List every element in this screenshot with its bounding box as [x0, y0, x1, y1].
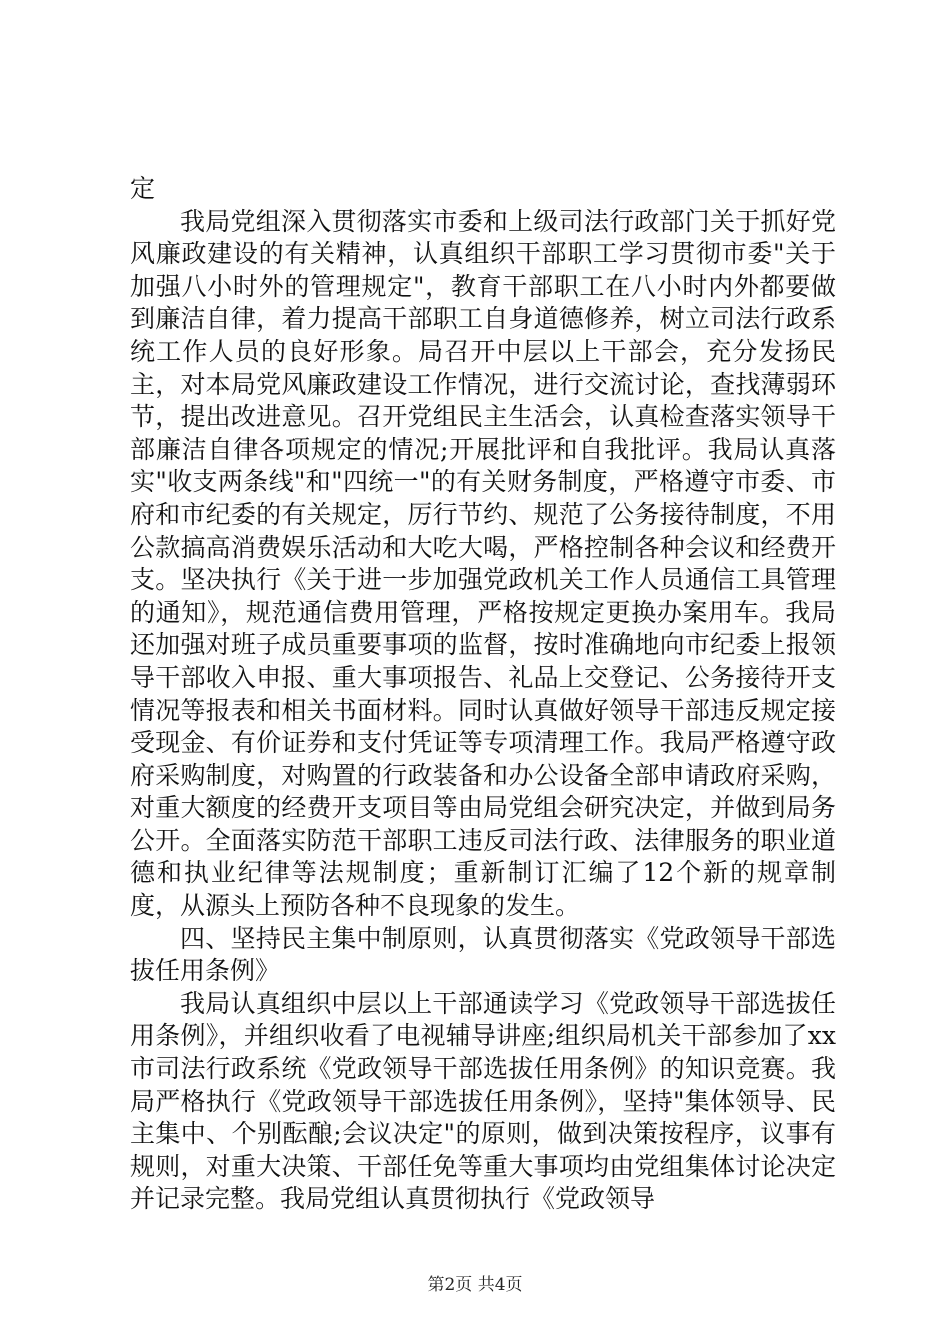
page-number-footer: 第2页 共4页 [427, 1275, 523, 1295]
document-body [130, 173, 836, 1216]
paragraph-cadre-selection: 我局认真组织中层以上干部通读学习《党政领导干部选拔任用条例》，并组织收看了电视辅导讲座;组织局机关干部参加了xx市司法行政系统《党政领导干部选拔任用条例》的知识竞赛。我局严格执行《党政领导干部选拔任用条例》，坚持"集体领导、民主集中、个别酝酿;会议决定"的原则，做到决策按程序，议事有规则，对重大决策、干部任免等重大事项均由党组集体讨论决定并记录完整。我局党组认真贯彻执行《党政领导 [130, 988, 836, 1214]
paragraph-party-conduct: 我局党组深入贯彻落实市委和上级司法行政部门关于抓好党风廉政建设的有关精神，认真组织干部职工学习贯彻市委"关于加强八小时外的管理规定"，教育干部职工在八小时内外都要做到廉洁自律，着力提高干部职工自身道德修养，树立司法行政系统工作人员的良好形象。局召开中层以上干部会，充分发扬民主，对本局党风廉政建设工作情况，进行交流讨论，查找薄弱环节，提出改进意见。召开党组民主生活会，认真检查落实领导干部廉洁自律各项规定的情况;开展批评和自我批评。我局认真落实"收支两条线"和"四统一"的有关财务制度，严格遵守市委、市府和市纪委的有关规定，厉行节约、规范了公务接待制度，不用公款搞高消费娱乐活动和大吃大喝，严格控制各种会议和经费开支。坚决执行《关于进一步加强党政机关工作人员通信工具管理的通知》，规范通信费用管理，严格按规定更换办案用车。我局还加强对班子成员重要事项的监督，按时准确地向市纪委上报领导干部收入申报、重大事项报告、礼品上交登记、公务接待开支情况等报表和相关书面材料。同时认真做好领导干部违反规定接受现金、有价证券和支付凭证等专项清理工作。我局严格遵守政府采购制度，对购置的行政装备和办公设备全部申请政府采购，对重大额度的经费开支项目等由局党组会研究决定，并做到局务公开。全面落实防范干部职工违反司法行政、法律服务的职业道德和执业纪律等法规制度；重新制订汇编了12个新的规章制度，从源头上预防各种不良现象的发生。 [130, 206, 836, 921]
paragraph-continuation: 定 [130, 174, 156, 203]
section-heading-four: 四、坚持民主集中制原则，认真贯彻落实《党政领导干部选拔任用条例》 [130, 923, 836, 986]
